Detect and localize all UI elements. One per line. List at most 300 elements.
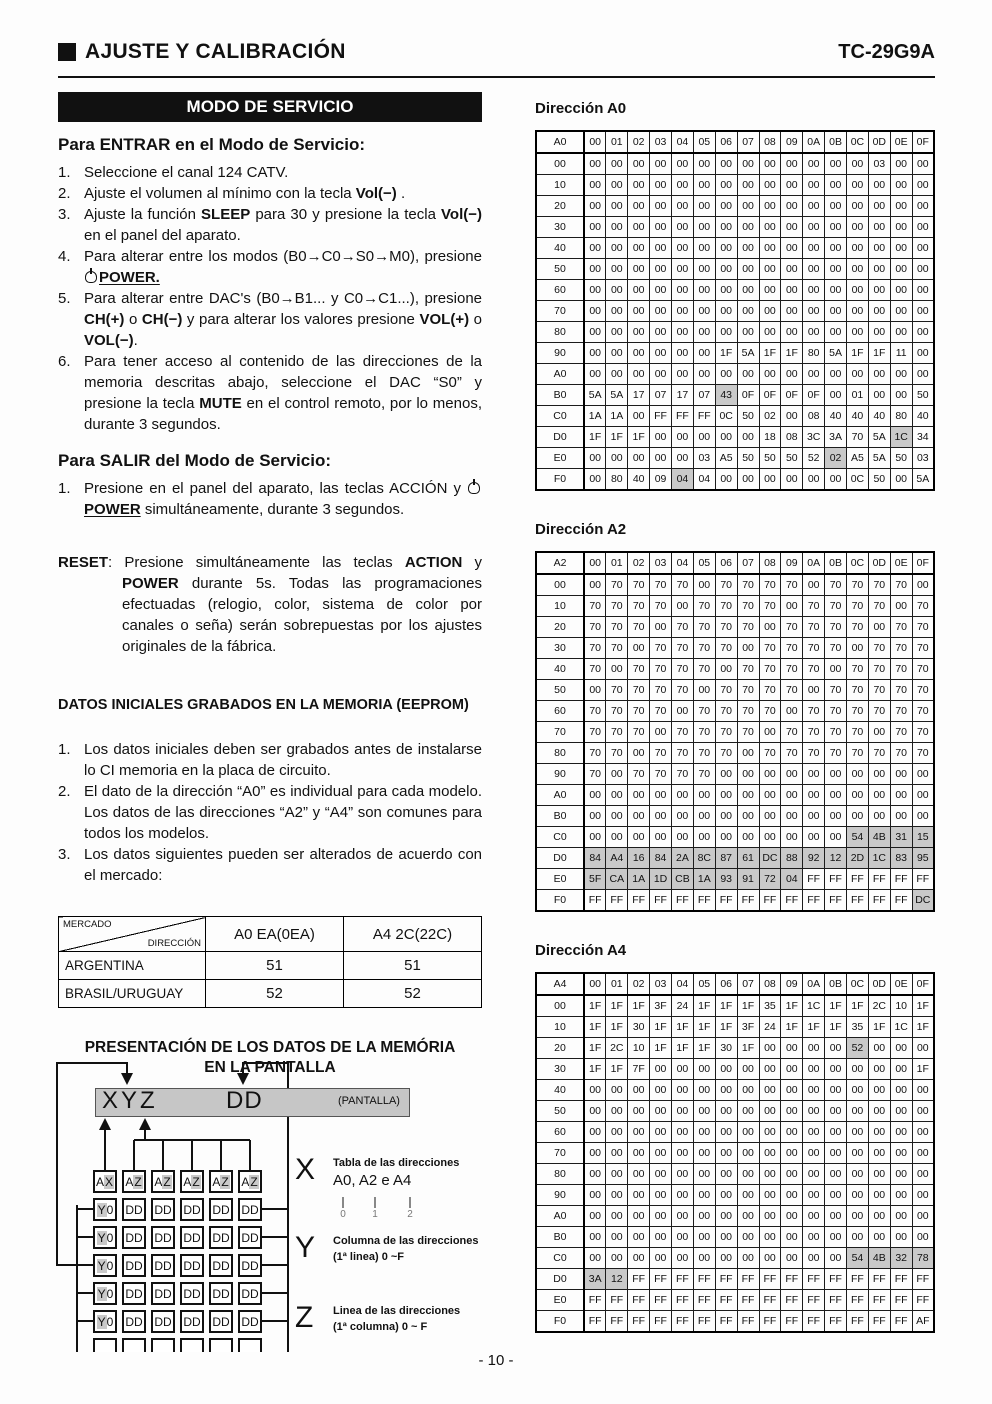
pantalla-display-bar bbox=[95, 1088, 410, 1117]
hex-cell: 00 bbox=[584, 1143, 606, 1164]
hex-cell: 3F bbox=[737, 1017, 759, 1038]
hex-cell: 01 bbox=[847, 385, 869, 406]
grid-cell: Y 0 bbox=[93, 1310, 117, 1333]
legend-y-line2: (1ª linea) 0 ~F bbox=[333, 1251, 405, 1263]
hex-cell: 00 bbox=[847, 806, 869, 827]
hex-cell: FF bbox=[715, 1290, 737, 1311]
hex-cell: 00 bbox=[781, 406, 803, 427]
hex-cell: 5A bbox=[868, 448, 890, 469]
hex-row-label: 40 bbox=[536, 659, 584, 680]
hex-cell: 00 bbox=[912, 1227, 934, 1248]
hex-cell: 00 bbox=[803, 238, 825, 259]
grid-cell: Y 0 bbox=[93, 1254, 117, 1277]
hex-cell: FF bbox=[825, 890, 847, 912]
hex-cell: 00 bbox=[584, 1206, 606, 1227]
hex-cell: 00 bbox=[650, 322, 672, 343]
hex-row-label: 20 bbox=[536, 196, 584, 217]
hex-cell: 00 bbox=[890, 385, 912, 406]
hex-cell: 00 bbox=[628, 1248, 650, 1269]
hex-cell: 70 bbox=[693, 638, 715, 659]
step-number: 1. bbox=[58, 480, 71, 497]
hex-cell: FF bbox=[912, 869, 934, 890]
hex-row bbox=[536, 469, 934, 491]
hex-cell: 70 bbox=[715, 743, 737, 764]
hex-table-a4 bbox=[535, 972, 935, 1333]
tick-label: 1 bbox=[372, 1209, 378, 1220]
hex-cell: 00 bbox=[825, 1227, 847, 1248]
hex-cell: 70 bbox=[912, 596, 934, 617]
hex-cell: 00 bbox=[847, 785, 869, 806]
hex-cell: 70 bbox=[693, 701, 715, 722]
hex-cell: 00 bbox=[868, 1185, 890, 1206]
hex-cell: 00 bbox=[693, 806, 715, 827]
hex-row-label: 30 bbox=[536, 1059, 584, 1080]
hex-cell: 00 bbox=[693, 785, 715, 806]
hex-cell: 00 bbox=[803, 827, 825, 848]
hex-cell: 07 bbox=[693, 385, 715, 406]
hex-row bbox=[536, 869, 934, 890]
hex-cell: 70 bbox=[759, 638, 781, 659]
hex-cell: 00 bbox=[693, 1080, 715, 1101]
grid-cell bbox=[151, 1338, 175, 1352]
grid-cell: A Z bbox=[122, 1170, 146, 1193]
hex-cell: 00 bbox=[606, 1206, 628, 1227]
hex-cell: 00 bbox=[737, 427, 759, 448]
hex-cell: FF bbox=[672, 890, 694, 912]
hex-cell: 00 bbox=[868, 785, 890, 806]
hex-cell: 00 bbox=[781, 1080, 803, 1101]
hex-cell: 1F bbox=[715, 995, 737, 1017]
hex-cell: 5A bbox=[825, 343, 847, 364]
hex-col-header: 02 bbox=[628, 973, 650, 995]
hex-cell: FF bbox=[825, 1269, 847, 1290]
legend-z bbox=[295, 1301, 461, 1334]
grid-cell: DD bbox=[238, 1226, 262, 1249]
hex-cell: 00 bbox=[759, 469, 781, 491]
hex-cell: 70 bbox=[606, 638, 628, 659]
hex-col-header: 01 bbox=[606, 973, 628, 995]
hex-row-label: B0 bbox=[536, 1227, 584, 1248]
hex-cell: 00 bbox=[672, 1143, 694, 1164]
hex-cell: 00 bbox=[890, 217, 912, 238]
hex-cell: FF bbox=[650, 1269, 672, 1290]
hex-cell: 00 bbox=[825, 175, 847, 196]
hex-cell: 70 bbox=[628, 722, 650, 743]
grid-cell bbox=[238, 1338, 262, 1352]
hex-cell: 00 bbox=[693, 680, 715, 701]
hex-col-header: 0C bbox=[847, 552, 869, 574]
hex-cell: 00 bbox=[606, 217, 628, 238]
presentation-heading-line1: PRESENTACIÓN DE LOS DATOS DE LA MEMÓRIA bbox=[84, 1039, 456, 1056]
hex-row-label: 60 bbox=[536, 1122, 584, 1143]
hex-cell: 1F bbox=[584, 1059, 606, 1080]
grid-cell: DD bbox=[122, 1282, 146, 1305]
eeprom-heading: DATOS INICIALES GRABADOS EN LA MEMORIA (EEPROM) bbox=[58, 697, 469, 713]
hex-cell: 00 bbox=[759, 301, 781, 322]
grid-cell: DD bbox=[122, 1226, 146, 1249]
hex-cell: 1F bbox=[584, 1017, 606, 1038]
hex-cell: 70 bbox=[847, 427, 869, 448]
market-col-header: A0 EA(0EA) bbox=[206, 917, 344, 952]
hex-cell: 00 bbox=[803, 1206, 825, 1227]
hex-cell: 00 bbox=[912, 1101, 934, 1122]
hex-cell: 00 bbox=[693, 1206, 715, 1227]
hex-cell: 1F bbox=[606, 1017, 628, 1038]
hex-cell: 00 bbox=[606, 448, 628, 469]
hex-cell: 00 bbox=[693, 217, 715, 238]
hex-cell: 70 bbox=[912, 722, 934, 743]
grid-cell: DD bbox=[122, 1198, 146, 1221]
hex-row bbox=[536, 1185, 934, 1206]
grid-row bbox=[93, 1226, 262, 1249]
hex-col-header: 09 bbox=[781, 131, 803, 153]
hex-col-header: 08 bbox=[759, 131, 781, 153]
memory-display-diagram bbox=[50, 1055, 490, 1352]
hex-cell: 70 bbox=[650, 659, 672, 680]
legend-x bbox=[295, 1153, 460, 1220]
hex-cell: 40 bbox=[825, 406, 847, 427]
grid-cell: DD bbox=[180, 1282, 204, 1305]
hex-cell: 00 bbox=[781, 322, 803, 343]
hex-cell: 00 bbox=[737, 196, 759, 217]
hex-cell: FF bbox=[672, 1311, 694, 1333]
hex-cell: 32 bbox=[890, 1248, 912, 1269]
text-segment: RESET bbox=[58, 554, 109, 571]
hex-cell: 00 bbox=[781, 153, 803, 175]
hex-col-header: 00 bbox=[584, 131, 606, 153]
hex-cell: 00 bbox=[606, 659, 628, 680]
hex-cell: 00 bbox=[868, 301, 890, 322]
hex-cell: 00 bbox=[715, 1122, 737, 1143]
hex-cell: 00 bbox=[650, 785, 672, 806]
hex-cell: 00 bbox=[650, 448, 672, 469]
hex-cell: 1F bbox=[672, 1017, 694, 1038]
hex-cell: 70 bbox=[825, 680, 847, 701]
hex-row bbox=[536, 995, 934, 1017]
hex-cell: 00 bbox=[715, 301, 737, 322]
hex-cell: 70 bbox=[781, 743, 803, 764]
hex-cell: 70 bbox=[803, 722, 825, 743]
hex-cell: 70 bbox=[803, 617, 825, 638]
hex-cell: 00 bbox=[715, 1101, 737, 1122]
hex-table-title: Dirección A2 bbox=[535, 521, 627, 538]
hex-cell: 00 bbox=[650, 1059, 672, 1080]
hex-cell: 00 bbox=[803, 1122, 825, 1143]
hex-cell: FF bbox=[890, 1311, 912, 1333]
legend-z-text bbox=[333, 1305, 490, 1333]
hex-cell: 83 bbox=[890, 848, 912, 869]
hex-cell: 00 bbox=[847, 764, 869, 785]
hex-cell: 00 bbox=[606, 1227, 628, 1248]
hex-cell: 00 bbox=[847, 259, 869, 280]
hex-cell: 00 bbox=[693, 1122, 715, 1143]
hex-row-label: A0 bbox=[536, 785, 584, 806]
hex-cell: 87 bbox=[715, 848, 737, 869]
hex-row-label: 30 bbox=[536, 638, 584, 659]
hex-cell: 00 bbox=[584, 153, 606, 175]
table-row bbox=[59, 952, 482, 980]
hex-cell: 00 bbox=[803, 1227, 825, 1248]
hex-cell: FF bbox=[803, 890, 825, 912]
hex-cell: 00 bbox=[781, 764, 803, 785]
hex-cell: 00 bbox=[737, 785, 759, 806]
grid-cell: DD bbox=[209, 1282, 233, 1305]
hex-cell: FF bbox=[715, 1269, 737, 1290]
hex-cell: 3A bbox=[825, 427, 847, 448]
hex-cell: 00 bbox=[759, 1206, 781, 1227]
hex-cell: 70 bbox=[890, 701, 912, 722]
hex-cell: 70 bbox=[890, 659, 912, 680]
hex-cell: 70 bbox=[606, 680, 628, 701]
hex-cell: 40 bbox=[868, 406, 890, 427]
hex-row-label: 50 bbox=[536, 1101, 584, 1122]
hex-cell: 00 bbox=[890, 364, 912, 385]
hex-cell: 00 bbox=[672, 1059, 694, 1080]
hex-cell: 00 bbox=[847, 1143, 869, 1164]
hex-cell: 00 bbox=[650, 301, 672, 322]
hex-cell: 00 bbox=[890, 238, 912, 259]
hex-cell: 00 bbox=[672, 1164, 694, 1185]
hex-cell: 00 bbox=[715, 1059, 737, 1080]
hex-cell: 70 bbox=[628, 574, 650, 596]
hex-cell: 00 bbox=[781, 364, 803, 385]
hex-cell: 00 bbox=[781, 1248, 803, 1269]
hex-table-a0 bbox=[535, 130, 935, 491]
hex-cell: 70 bbox=[606, 722, 628, 743]
hex-cell: 70 bbox=[737, 596, 759, 617]
hex-cell: 2A bbox=[672, 848, 694, 869]
hex-cell: 70 bbox=[584, 701, 606, 722]
hex-cell: 00 bbox=[825, 827, 847, 848]
hex-row-label: 70 bbox=[536, 301, 584, 322]
hex-row bbox=[536, 1122, 934, 1143]
hex-cell: 00 bbox=[737, 743, 759, 764]
hex-cell: FF bbox=[825, 1311, 847, 1333]
hex-cell: 00 bbox=[803, 1059, 825, 1080]
hex-cell: 00 bbox=[890, 469, 912, 491]
hex-cell: 70 bbox=[847, 659, 869, 680]
hex-cell: 70 bbox=[737, 617, 759, 638]
hex-cell: 00 bbox=[825, 1185, 847, 1206]
hex-row bbox=[536, 1248, 934, 1269]
hex-cell: 00 bbox=[825, 806, 847, 827]
hex-cell: 00 bbox=[584, 1185, 606, 1206]
hex-cell: 70 bbox=[628, 701, 650, 722]
hex-cell: 70 bbox=[650, 701, 672, 722]
hex-cell: 70 bbox=[890, 743, 912, 764]
step-text bbox=[84, 478, 482, 520]
hex-cell: 00 bbox=[890, 322, 912, 343]
hex-cell: 00 bbox=[606, 827, 628, 848]
hex-cell: 31 bbox=[890, 827, 912, 848]
hex-cell: 00 bbox=[628, 1143, 650, 1164]
hex-cell: 00 bbox=[606, 1122, 628, 1143]
hex-cell: 00 bbox=[847, 153, 869, 175]
hex-cell: 70 bbox=[737, 659, 759, 680]
hex-cell: FF bbox=[759, 890, 781, 912]
hex-cell: 00 bbox=[912, 322, 934, 343]
hex-cell: 00 bbox=[584, 827, 606, 848]
hex-row-label: 90 bbox=[536, 1185, 584, 1206]
hex-cell: 00 bbox=[693, 322, 715, 343]
hex-cell: 00 bbox=[606, 238, 628, 259]
hex-cell: 70 bbox=[715, 596, 737, 617]
market-value: 52 bbox=[344, 980, 482, 1008]
hex-row bbox=[536, 406, 934, 427]
hex-cell: 07 bbox=[650, 385, 672, 406]
hex-cell: 00 bbox=[868, 322, 890, 343]
grid-cell: A Z bbox=[180, 1170, 204, 1193]
hex-cell: 00 bbox=[890, 259, 912, 280]
page-number: - 10 - bbox=[478, 1352, 514, 1369]
hex-cell: 00 bbox=[825, 153, 847, 175]
hex-cell: FF bbox=[868, 1269, 890, 1290]
hex-cell: 1F bbox=[781, 995, 803, 1017]
list-item bbox=[58, 351, 482, 435]
hex-cell: 1F bbox=[737, 1038, 759, 1059]
hex-cell: 00 bbox=[693, 1101, 715, 1122]
text-segment: o bbox=[469, 311, 482, 328]
hex-cell: 70 bbox=[759, 701, 781, 722]
hex-cell: 00 bbox=[737, 217, 759, 238]
text-segment: VOL(+) bbox=[419, 311, 470, 328]
hex-col-header: 02 bbox=[628, 131, 650, 153]
hex-cell: 00 bbox=[715, 259, 737, 280]
hex-cell: 70 bbox=[715, 574, 737, 596]
hex-col-header: 08 bbox=[759, 552, 781, 574]
hex-cell: 54 bbox=[847, 1248, 869, 1269]
hex-row bbox=[536, 617, 934, 638]
hex-cell: FF bbox=[693, 406, 715, 427]
hex-cell: 02 bbox=[759, 406, 781, 427]
hex-cell: 00 bbox=[650, 217, 672, 238]
hex-cell: 00 bbox=[737, 764, 759, 785]
hex-cell: FF bbox=[847, 890, 869, 912]
legend-z-line2: (1ª columna) 0 ~ F bbox=[333, 1321, 428, 1333]
hex-cell: 00 bbox=[803, 301, 825, 322]
legend-y-line1: Columna de las direcciones bbox=[333, 1235, 479, 1247]
hex-cell: 00 bbox=[868, 722, 890, 743]
hex-col-header: 07 bbox=[737, 973, 759, 995]
hex-cell: 00 bbox=[890, 1164, 912, 1185]
hex-cell: 1A bbox=[628, 869, 650, 890]
hex-cell: 00 bbox=[890, 196, 912, 217]
hex-cell: 00 bbox=[912, 1206, 934, 1227]
hex-col-header: 0F bbox=[912, 552, 934, 574]
hex-row bbox=[536, 153, 934, 175]
hex-cell: 00 bbox=[693, 1143, 715, 1164]
hex-cell: 00 bbox=[781, 701, 803, 722]
hex-cell: 00 bbox=[628, 448, 650, 469]
text-segment: CH(−) bbox=[141, 311, 183, 328]
hex-cell: 00 bbox=[803, 1164, 825, 1185]
hex-row-label: D0 bbox=[536, 1269, 584, 1290]
hex-cell: 00 bbox=[825, 1038, 847, 1059]
hex-cell: 17 bbox=[628, 385, 650, 406]
hex-cell: 70 bbox=[715, 680, 737, 701]
text-segment: durante 5s. Todas las programaciones efectuadas (relogio, color, sistema de color por canales o seña) serán sobrepuestas por los ajustes originales de la fábrica. bbox=[122, 575, 482, 655]
hex-block-a0 bbox=[535, 100, 935, 491]
hex-cell: 00 bbox=[650, 280, 672, 301]
hex-cell: 04 bbox=[672, 469, 694, 491]
hex-col-header: 0E bbox=[890, 552, 912, 574]
hex-cell: 00 bbox=[650, 1143, 672, 1164]
hex-cell: 00 bbox=[803, 259, 825, 280]
hex-cell: 1F bbox=[912, 1059, 934, 1080]
hex-cell: 00 bbox=[759, 217, 781, 238]
hex-row bbox=[536, 175, 934, 196]
hex-cell: 30 bbox=[628, 1017, 650, 1038]
grid-cell: Y 0 bbox=[93, 1226, 117, 1249]
hex-cell: FF bbox=[672, 1290, 694, 1311]
hex-row bbox=[536, 764, 934, 785]
hex-cell: 0C bbox=[847, 469, 869, 491]
hex-row bbox=[536, 238, 934, 259]
hex-cell: 4B bbox=[868, 1248, 890, 1269]
hex-cell: 00 bbox=[606, 175, 628, 196]
market-row-label: ARGENTINA bbox=[59, 952, 206, 980]
hex-col-header: 0C bbox=[847, 131, 869, 153]
hex-cell: 0F bbox=[803, 385, 825, 406]
hex-cell: 00 bbox=[759, 1227, 781, 1248]
text-segment: : Presione simultáneamente las teclas bbox=[108, 554, 405, 571]
hex-cell: 00 bbox=[584, 322, 606, 343]
hex-cell: 00 bbox=[628, 153, 650, 175]
hex-cell: 00 bbox=[759, 806, 781, 827]
hex-cell: 00 bbox=[628, 406, 650, 427]
hex-row bbox=[536, 890, 934, 912]
hex-cell: 00 bbox=[584, 785, 606, 806]
hex-cell: 16 bbox=[628, 848, 650, 869]
hex-row-label: 00 bbox=[536, 995, 584, 1017]
hex-cell: FF bbox=[912, 1290, 934, 1311]
hex-cell: 70 bbox=[737, 680, 759, 701]
hex-cell: 00 bbox=[847, 217, 869, 238]
hex-cell: 00 bbox=[781, 806, 803, 827]
hex-cell: 00 bbox=[715, 217, 737, 238]
text-segment: CH(+) bbox=[84, 311, 125, 328]
hex-cell: 00 bbox=[759, 1080, 781, 1101]
hex-cell: 00 bbox=[890, 596, 912, 617]
list-item bbox=[58, 162, 482, 183]
hex-cell: 00 bbox=[847, 301, 869, 322]
hex-cell: 02 bbox=[825, 448, 847, 469]
text-segment: Ajuste el volumen al mínimo con la tecla bbox=[84, 185, 356, 202]
grid-cell: DD bbox=[151, 1254, 175, 1277]
hex-cell: 70 bbox=[847, 701, 869, 722]
hex-cell: 00 bbox=[890, 1143, 912, 1164]
hex-cell: 50 bbox=[737, 406, 759, 427]
hex-cell: 70 bbox=[715, 722, 737, 743]
hex-cell: 0F bbox=[737, 385, 759, 406]
list-item bbox=[58, 844, 482, 886]
hex-cell: 00 bbox=[803, 806, 825, 827]
hex-cell: 00 bbox=[868, 617, 890, 638]
hex-cell: 00 bbox=[672, 1227, 694, 1248]
hex-cell: 70 bbox=[759, 574, 781, 596]
hex-cell: 00 bbox=[584, 1164, 606, 1185]
hex-cell: 70 bbox=[781, 680, 803, 701]
hex-cell: 00 bbox=[825, 1248, 847, 1269]
hex-cell: 70 bbox=[825, 701, 847, 722]
hex-cell: 00 bbox=[868, 1143, 890, 1164]
hex-cell: 00 bbox=[672, 364, 694, 385]
hex-cell: 70 bbox=[737, 701, 759, 722]
hex-cell: 00 bbox=[606, 1185, 628, 1206]
hex-cell: 00 bbox=[584, 469, 606, 491]
legend-y-text bbox=[333, 1235, 490, 1263]
hex-cell: 70 bbox=[672, 638, 694, 659]
